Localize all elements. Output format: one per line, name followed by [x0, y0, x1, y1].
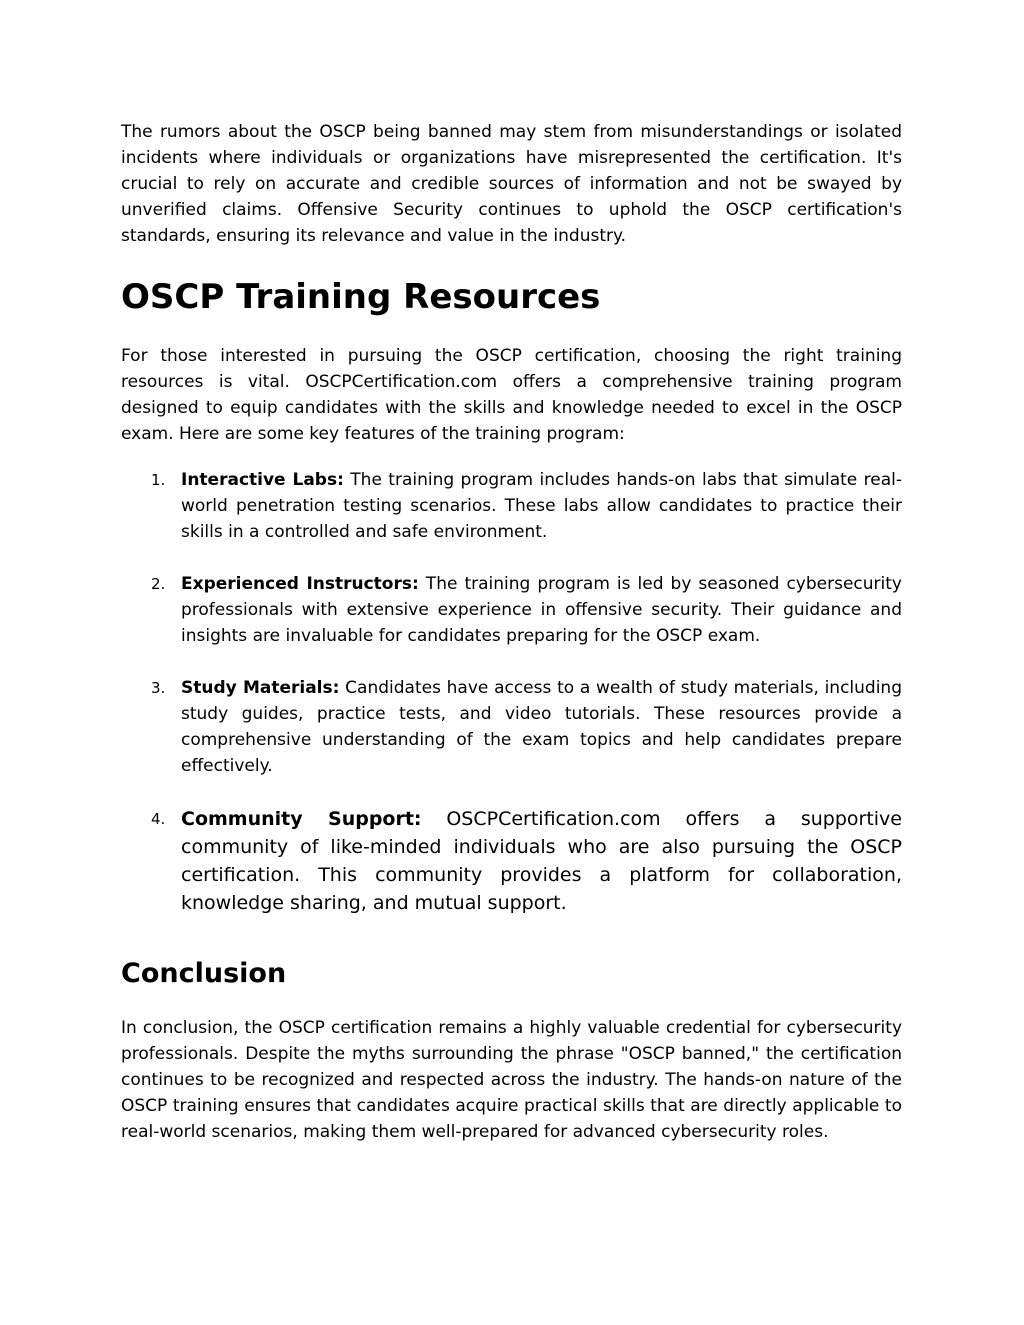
- list-item-title: Experienced Instructors:: [181, 574, 419, 594]
- list-item-number: 3.: [151, 679, 166, 697]
- training-heading: OSCP Training Resources: [121, 277, 601, 317]
- conclusion-paragraph: In conclusion, the OSCP certification remains a highly valuable credential for cybersecurity professionals. Despite the myths surrounding the phrase "OSCP banned," the certification continues to be recognized and respected across the industry. The hands-on nature of the OSCP training ensures that candidates acquire practical skills that are directly applicable to real-world scenarios, making them well-prepared for advanced cybersecurity roles.: [121, 1018, 902, 1142]
- list-item: [121, 675, 902, 779]
- list-item-text: The training program is led by seasoned cybersecurity professionals with extensive experience in offensive security. Their guidance and insights are invaluable for candidates preparing for the OSCP exam.: [181, 574, 902, 646]
- list-item-number: 2.: [151, 575, 166, 593]
- training-features-list: [121, 467, 902, 917]
- list-item: [121, 467, 902, 545]
- list-item-text: The training program includes hands-on labs that simulate real-world penetration testing scenarios. These labs allow candidates to practice their skills in a controlled and safe environment.: [181, 470, 902, 542]
- conclusion-heading: Conclusion: [121, 958, 287, 989]
- list-item-title: Study Materials:: [181, 678, 340, 698]
- list-item-title: Community Support:: [181, 808, 422, 830]
- list-item-text: OSCPCertification.com offers a supportive community of like-minded individuals who are also pursuing the OSCP certification. This community provides a platform for collaboration, knowledge sharing, and mutual support.: [181, 808, 902, 914]
- list-item-text: Candidates have access to a wealth of study materials, including study guides, practice tests, and video tutorials. These resources provide a comprehensive understanding of the exam topics and help candidates prepare effectively.: [181, 678, 902, 776]
- list-item-title: Interactive Labs:: [181, 470, 344, 490]
- list-item: [121, 571, 902, 649]
- list-item-number: 4.: [151, 810, 166, 828]
- intro-paragraph: The rumors about the OSCP being banned may stem from misunderstandings or isolated incidents where individuals or organizations have misrepresented the certification. It's crucial to rely on accurate and credible sources of information and not be swayed by unverified claims. Offensive Security continues to uphold the OSCP certification's standards, ensuring its relevance and value in the industry.: [121, 122, 902, 246]
- document-page: [121, 119, 902, 1145]
- list-item-number: 1.: [151, 471, 166, 489]
- training-paragraph: For those interested in pursuing the OSCP certification, choosing the right training resources is vital. OSCPCertification.com offers a comprehensive training program designed to equip candidates with the skills and knowledge needed to excel in the OSCP exam. Here are some key features of the training program:: [121, 346, 902, 444]
- list-item: [121, 805, 902, 917]
